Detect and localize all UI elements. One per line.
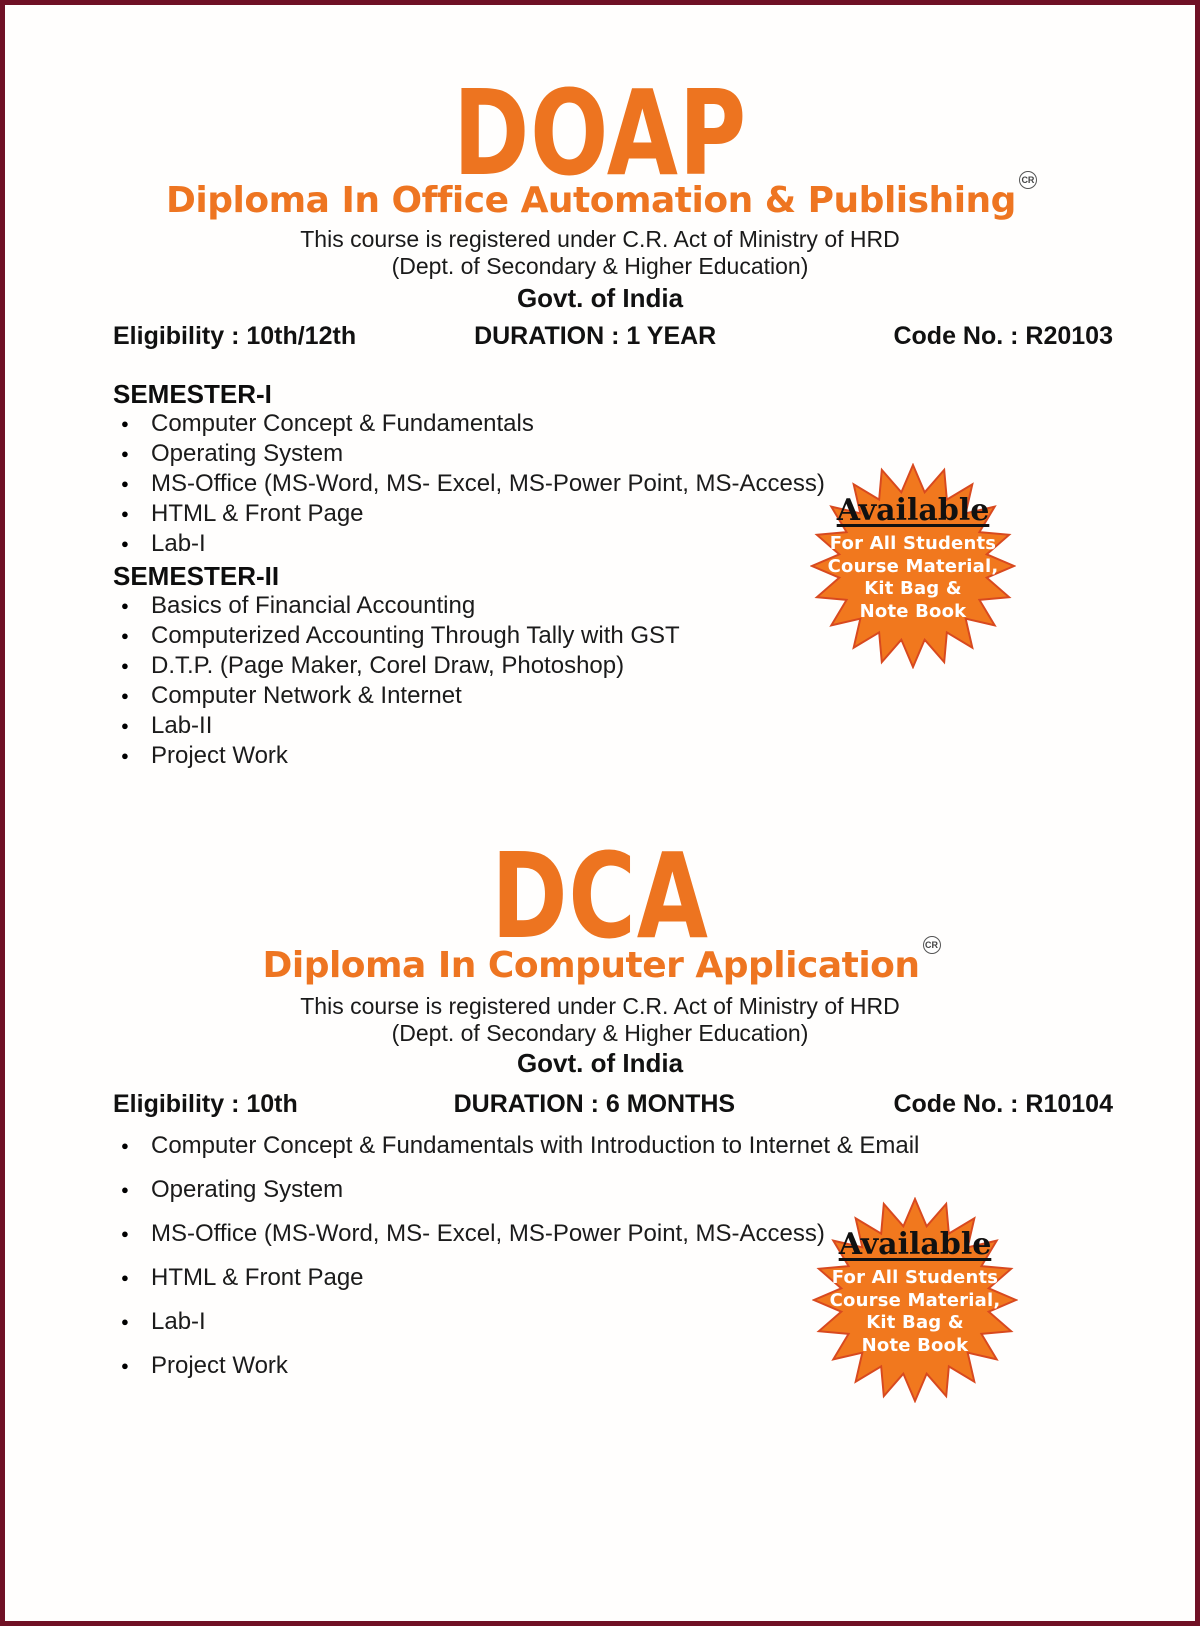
badge-line: Kit Bag & <box>866 1312 964 1333</box>
badge-line: For All Students <box>829 533 997 554</box>
list-item: ● MS-Office (MS-Word, MS- Excel, MS-Power Point, MS-Access) <box>117 469 1135 499</box>
badge-line: For All Students <box>831 1267 999 1288</box>
list-item: ● Project Work <box>117 1344 1135 1388</box>
badge-line: Note Book <box>861 1334 969 1356</box>
list-item: ● Computer Concept & Fundamentals <box>117 409 1135 439</box>
doap-registration-line: This course is registered under C.R. Act of Ministry of HRD <box>300 226 900 252</box>
registered-cr-icon: CR <box>923 936 941 954</box>
doap-department-line: (Dept. of Secondary & Higher Education) <box>391 253 809 279</box>
badge-text <box>810 463 1016 623</box>
dca-registration-line: This course is registered under C.R. Act of Ministry of HRD <box>300 993 900 1019</box>
list-item: ● Computer Concept & Fundamentals with Introduction to Internet & Email <box>117 1124 1135 1168</box>
list-item: ● HTML & Front Page <box>117 1256 1135 1300</box>
badge-title: Available <box>838 1227 992 1262</box>
semester-2-heading: SEMESTER-II <box>113 561 280 591</box>
list-item: ● Operating System <box>117 1168 1135 1212</box>
list-item: ● Project Work <box>117 741 1135 771</box>
doap-title: DOAP <box>453 64 747 202</box>
doap-duration: DURATION : 1 YEAR <box>474 322 717 350</box>
dca-duration: DURATION : 6 MONTHS <box>453 1090 736 1118</box>
list-item: ● Lab-I <box>117 529 1135 559</box>
dca-info-row <box>5 1090 1195 1120</box>
doap-eligibility: Eligibility : 10th/12th <box>113 322 357 350</box>
dca-govt-line: Govt. of India <box>516 1048 684 1078</box>
list-item: ● Operating System <box>117 439 1135 469</box>
badge-line: Kit Bag & <box>864 578 962 599</box>
dca-subtitle-row <box>5 940 1195 986</box>
badge-line: Note Book <box>859 600 967 622</box>
doap-code: Code No. : R20103 <box>893 322 1113 350</box>
availability-badge-dca <box>812 1197 1018 1403</box>
list-item: ● Lab-I <box>117 1300 1135 1344</box>
list-item: ● Lab-II <box>117 711 1135 741</box>
course-acronym-dca <box>5 827 1195 965</box>
badge-line: Course Material, <box>829 1289 1001 1311</box>
dca-department-line: (Dept. of Secondary & Higher Education) <box>391 1020 809 1046</box>
dca-full-name: Diploma In Computer Application <box>262 945 920 986</box>
list-item: ● D.T.P. (Page Maker, Corel Draw, Photoshop) <box>117 651 1135 681</box>
list-item: ● Computerized Accounting Through Tally with GST <box>117 621 1135 651</box>
dca-code: Code No. : R10104 <box>893 1090 1113 1118</box>
doap-subtitle-row <box>5 175 1195 221</box>
list-item: ● HTML & Front Page <box>117 499 1135 529</box>
dca-eligibility: Eligibility : 10th <box>113 1090 298 1118</box>
doap-govt-line: Govt. of India <box>516 283 684 313</box>
list-item: ● Basics of Financial Accounting <box>117 591 1135 621</box>
semester-1-heading: SEMESTER-I <box>113 379 272 409</box>
doap-info-row <box>5 322 1195 352</box>
badge-text <box>812 1197 1018 1357</box>
list-item: ● MS-Office (MS-Word, MS- Excel, MS-Power Point, MS-Access) <box>117 1212 1135 1256</box>
badge-title: Available <box>836 493 990 528</box>
registered-cr-icon: CR <box>1019 171 1037 189</box>
dca-title: DCA <box>491 827 709 965</box>
list-item: ● Computer Network & Internet <box>117 681 1135 711</box>
availability-badge-doap <box>810 463 1016 669</box>
badge-line: Course Material, <box>827 555 999 577</box>
doap-full-name: Diploma In Office Automation & Publishing <box>166 180 1016 221</box>
